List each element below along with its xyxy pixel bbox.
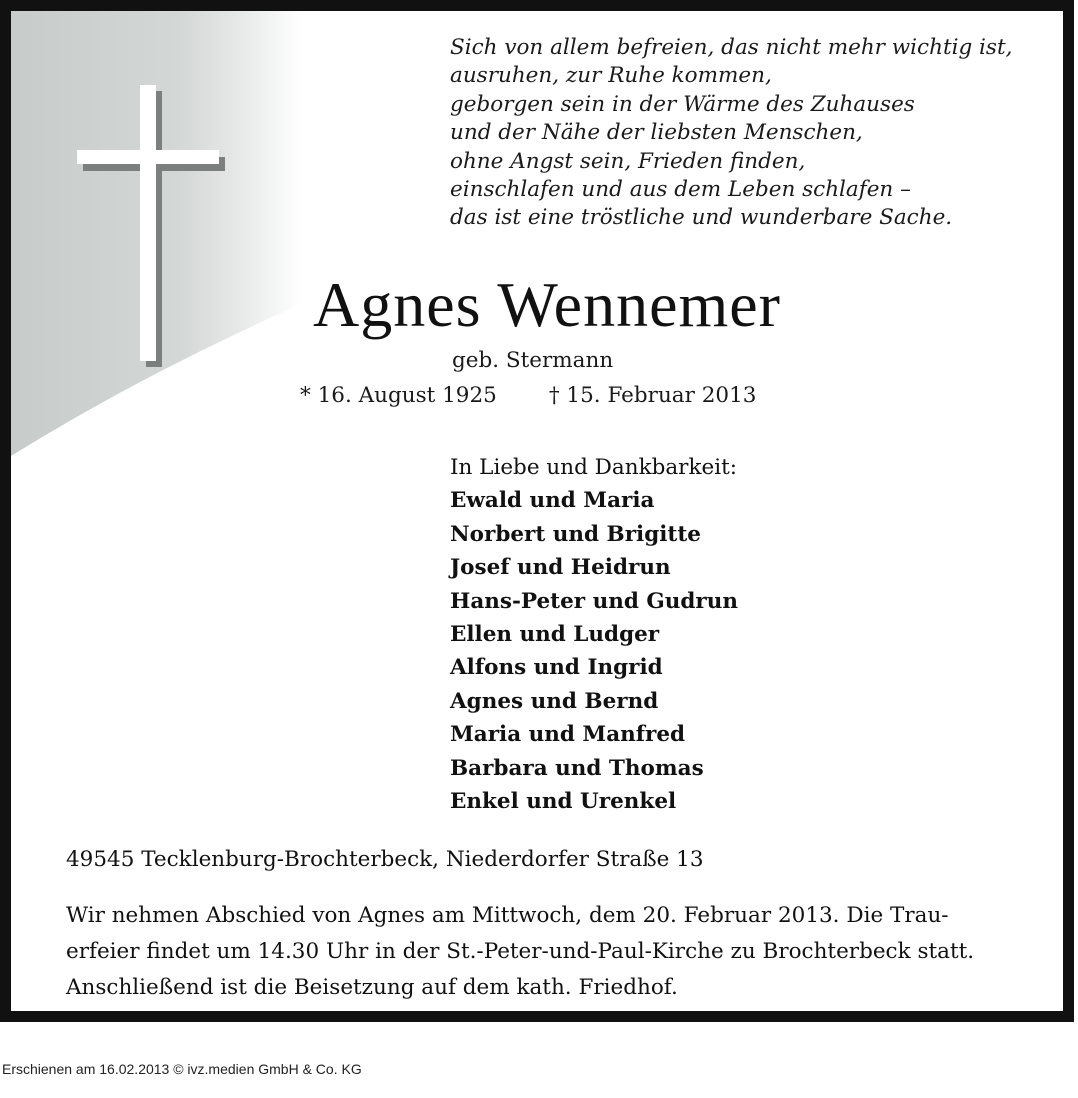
mourner-name: Barbara und Thomas <box>450 755 704 781</box>
poem-line: ausruhen, zur Ruhe kommen, <box>450 63 772 89</box>
mourner-name: Ellen und Ludger <box>450 622 660 648</box>
birth-date: * 16. August 1925 <box>300 383 497 408</box>
life-dates <box>300 381 756 411</box>
mourner-name: Maria und Manfred <box>450 722 686 748</box>
farewell-line: erfeier findet um 14.30 Uhr in der St.-Peter-und-Paul-Kirche zu Brochterbeck statt. <box>66 939 975 964</box>
address: 49545 Tecklenburg-Brochterbeck, Niederdorfer Straße 13 <box>66 847 704 872</box>
mourner-name: Agnes und Bernd <box>450 688 659 714</box>
mourner-name: Enkel und Urenkel <box>450 789 677 815</box>
farewell-line: Wir nehmen Abschied von Agnes am Mittwoch, dem 20. Februar 2013. Die Trau- <box>66 903 949 928</box>
mourner-name: Norbert und Brigitte <box>450 521 701 547</box>
death-date: † 15. Februar 2013 <box>548 383 757 408</box>
poem-line: ohne Angst sein, Frieden finden, <box>450 148 806 174</box>
poem-line: geborgen sein in der Wärme des Zuhauses <box>450 91 915 117</box>
poem-line: und der Nähe der liebsten Menschen, <box>450 120 863 146</box>
deceased-name: Agnes Wennemer <box>313 269 781 340</box>
mourners-intro: In Liebe und Dankbarkeit: <box>450 455 737 480</box>
mourner-name: Hans-Peter und Gudrun <box>450 588 738 614</box>
poem <box>450 34 1050 233</box>
poem-line: einschlafen und aus dem Leben schlafen – <box>450 177 911 203</box>
maiden-name: geb. Stermann <box>452 348 614 373</box>
mourner-name: Ewald und Maria <box>450 488 655 514</box>
mourners-list <box>450 451 738 818</box>
farewell-notice <box>66 898 1026 1006</box>
poem-line: das ist eine tröstliche und wunderbare Sache. <box>450 205 953 231</box>
publication-footer: Erschienen am 16.02.2013 © ivz.medien GmbH & Co. KG <box>2 1061 362 1077</box>
mourner-name: Josef und Heidrun <box>450 555 671 581</box>
poem-line: Sich von allem befreien, das nicht mehr wichtig ist, <box>450 35 1013 60</box>
farewell-line: Anschließend ist die Beisetzung auf dem kath. Friedhof. <box>66 975 678 1000</box>
mourner-name: Alfons und Ingrid <box>450 655 663 681</box>
